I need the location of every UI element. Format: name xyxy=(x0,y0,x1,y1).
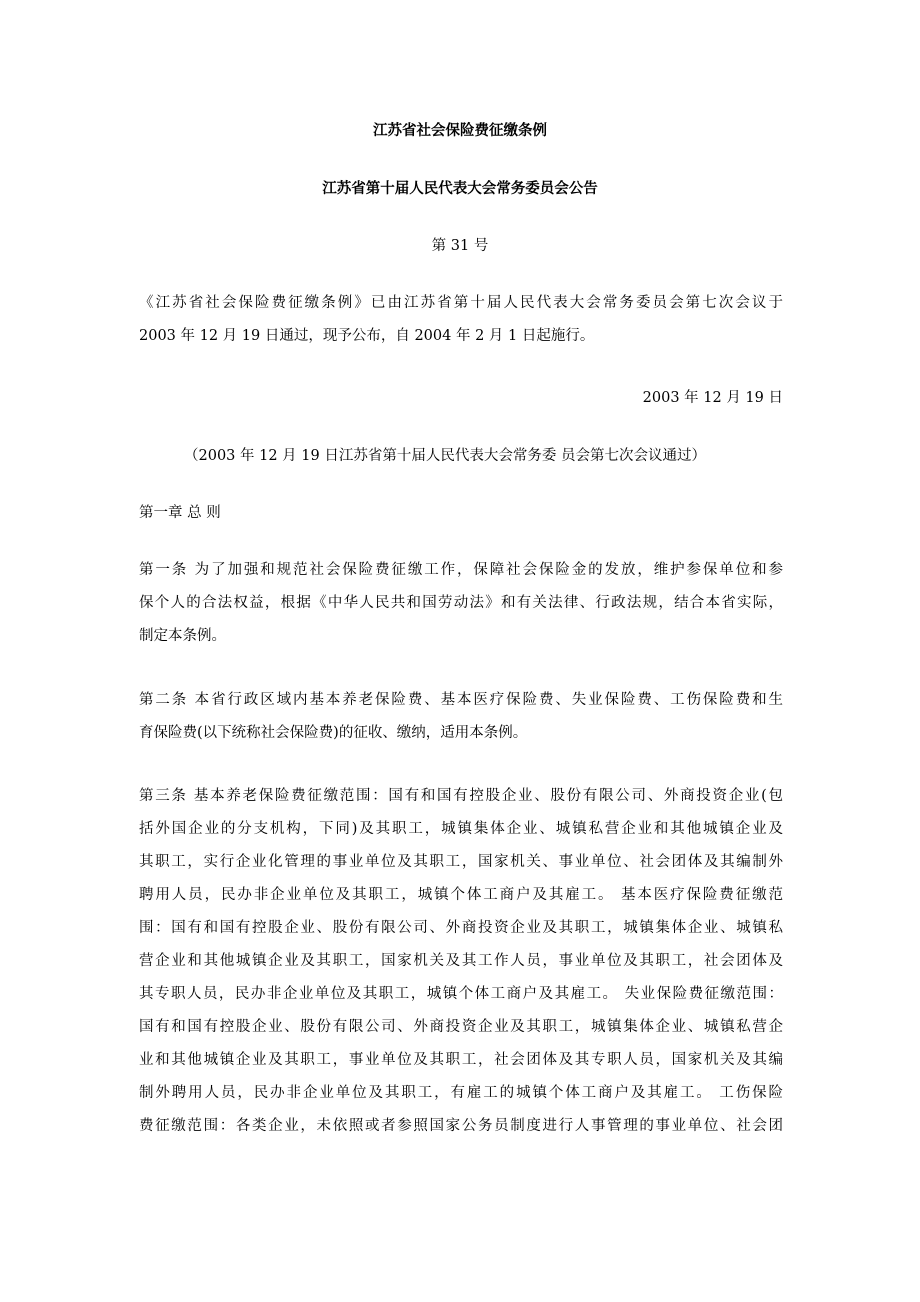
article-line: 育保险费(以下统称社会保险费)的征收、缴纳，适用本条例。 xyxy=(139,725,528,741)
announcement-date: 2003 年 12 月 19 日 xyxy=(642,390,783,406)
article-line: 聘用人员，民办非企业单位及其职工，城镇个体工商户及其雇工。 基本医疗保险费征缴范 xyxy=(139,887,783,903)
article-line: 第二条 本省行政区域内基本养老保险费、基本医疗保险费、失业保险费、工伤保险费和生 xyxy=(139,692,783,708)
article-2 xyxy=(139,690,783,756)
article-line: 业和其他城镇企业及其职工，事业单位及其职工，社会团体及其专职人员，国家机关及其编 xyxy=(139,1052,783,1068)
notice-line: 《江苏省社会保险费征缴条例》已由江苏省第十届人民代表大会常务委员会第七次会议于 xyxy=(139,295,783,311)
article-line: 第一条 为了加强和规范社会保险费征缴工作，保障社会保险金的发放，维护参保单位和参 xyxy=(139,562,783,578)
article-3 xyxy=(139,786,783,1149)
announcement-heading: 江苏省第十届人民代表大会常务委员会公告 xyxy=(322,181,598,197)
article-line: 括外国企业的分支机构，下同)及其职工，城镇集体企业、城镇私营企业和其他城镇企业及 xyxy=(139,821,783,837)
announcement-number: 第 31 号 xyxy=(431,238,489,254)
article-line: 制外聘用人员，民办非企业单位及其职工，有雇工的城镇个体工商户及其雇工。 工伤保险 xyxy=(139,1085,783,1101)
article-line: 保个人的合法权益，根据《中华人民共和国劳动法》和有关法律、行政法规，结合本省实际， xyxy=(139,595,783,611)
article-line: 围：国有和国有控股企业、股份有限公司、外商投资企业及其职工，城镇集体企业、城镇私 xyxy=(139,920,783,936)
article-line: 费征缴范围：各类企业，未依照或者参照国家公务员制度进行人事管理的事业单位、社会团 xyxy=(139,1118,783,1134)
chapter-heading: 第一章 总 则 xyxy=(139,505,221,521)
article-1 xyxy=(139,560,783,659)
notice-paragraph xyxy=(139,293,783,359)
passed-note: （2003 年 12 月 19 日江苏省第十届人民代表大会常务委 员会第七次会议通过） xyxy=(184,448,706,464)
article-line: 其专职人员，民办非企业单位及其职工，城镇个体工商户及其雇工。 失业保险费征缴范围： xyxy=(139,986,783,1002)
article-line: 营企业和其他城镇企业及其职工，国家机关及其工作人员，事业单位及其职工，社会团体及 xyxy=(139,953,783,969)
notice-line: 2003 年 12 月 19 日通过，现予公布，自 2004 年 2 月 1 日起施行。 xyxy=(139,328,595,344)
article-line: 第三条 基本养老保险费征缴范围：国有和国有控股企业、股份有限公司、外商投资企业(包 xyxy=(139,788,783,804)
article-line: 制定本条例。 xyxy=(139,628,226,644)
article-line: 国有和国有控股企业、股份有限公司、外商投资企业及其职工，城镇集体企业、城镇私营企 xyxy=(139,1019,783,1035)
article-line: 其职工，实行企业化管理的事业单位及其职工，国家机关、事业单位、社会团体及其编制外 xyxy=(139,854,783,870)
document-title: 江苏省社会保险费征缴条例 xyxy=(373,123,547,139)
